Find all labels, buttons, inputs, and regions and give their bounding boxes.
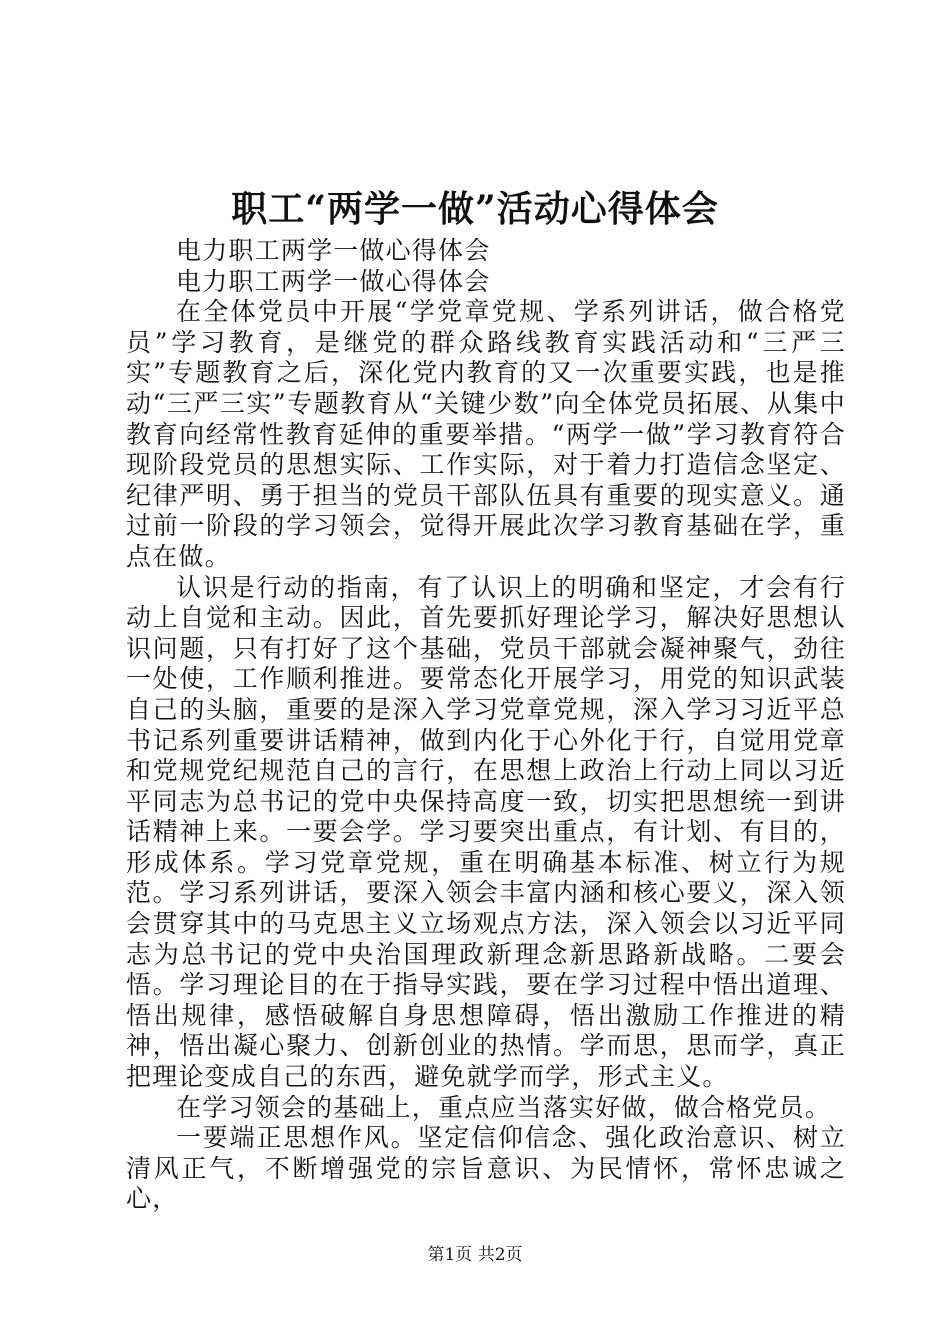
paragraph: 在全体党员中开展“学党章党规、学系列讲话，做合格党员”学习教育，是继党的群众路线教育实践活动和“三严三实”专题教育之后，深化党内教育的又一次重要实践，也是推动“三严三实”专题教育从“关键少数”向全体党员拓展、从集中教育向经常性教育延伸的重要举措。“两学一做”学习教育符合现阶段党员的思想实际、工作实际，对于着力打造信念坚定、纪律严明、勇于担当的党员干部队伍具有重要的现实意义。通过前一阶段的学习领会，觉得开展此次学习教育基础在学，重点在做。 xyxy=(126,297,846,571)
paragraph: 一要端正思想作风。坚定信仰信念、强化政治意识、树立清风正气，不断增强党的宗旨意识、为民情怀，常怀忠诚之心， xyxy=(126,1123,846,1214)
paragraph: 电力职工两学一做心得体会 xyxy=(176,236,491,265)
paragraph: 电力职工两学一做心得体会 xyxy=(176,266,491,296)
paragraph: 在学习领会的基础上，重点应当落实好做，做合格党员。 xyxy=(176,1092,832,1122)
document-title: 职工“两学一做”活动心得体会 xyxy=(231,188,719,230)
paragraph: 认识是行动的指南，有了认识上的明确和坚定，才会有行动上自觉和主动。因此，首先要抓好理论学习，解决好思想认识问题，只有打好了这个基础，党员干部就会凝神聚气，劲往一处使，工作顺利推进。要常态化开展学习，用党的知识武装自己的头脑，重要的是深入学习党章党规，深入学习习近平总书记系列重要讲话精神，做到内化于心外化于行，自觉用党章和党规党纪规范自己的言行，在思想上政治上行动上同以习近平同志为总书记的党中央保持高度一致，切实把思想统一到讲话精神上来。一要会学。学习要突出重点，有计划、有目的，形成体系。学习党章党规，重在明确基本标准、树立行为规范。学习系列讲话，要深入领会丰富内涵和核心要义，深入领会贯穿其中的马克思主义立场观点方法，深入领会以习近平同志为总书记的党中央治国理政新理念新思路新战略。二要会悟。学习理论目的在于指导实践，要在学习过程中悟出道理、悟出规律，感悟破解自身思想障碍，悟出激励工作推进的精神，悟出凝心聚力、创新创业的热情。学而思，思而学，真正把理论变成自己的东西，避免就学而学，形式主义。 xyxy=(126,572,846,1092)
page-footer: 第1页 共2页 xyxy=(427,1245,523,1265)
document-body xyxy=(126,236,846,1215)
